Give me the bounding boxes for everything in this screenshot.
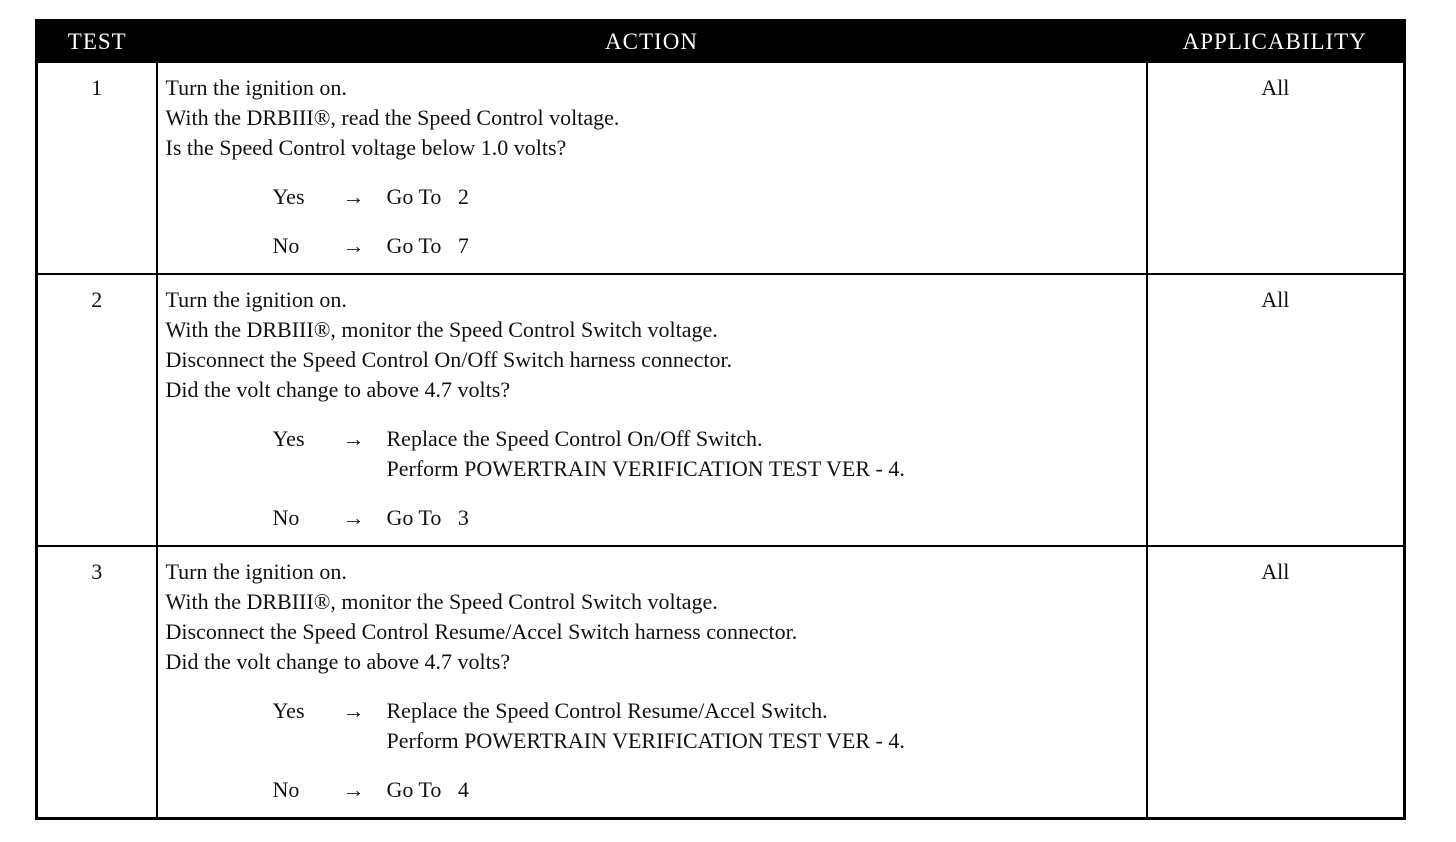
right-arrow-icon: → xyxy=(342,505,365,530)
no-label: No xyxy=(272,505,300,530)
yes-result xyxy=(387,182,1146,212)
result-line: Replace the Speed Control On/Off Switch. xyxy=(386,426,763,451)
action-cell xyxy=(157,546,1147,819)
right-arrow-icon: → xyxy=(342,777,365,802)
action-step: Is the Speed Control voltage below 1.0 volts? xyxy=(165,135,567,160)
action-cell xyxy=(157,62,1147,274)
answer-block xyxy=(166,424,1146,533)
yes-label: Yes xyxy=(272,698,305,723)
result-line: Go To 3 xyxy=(386,505,469,530)
right-arrow-icon: → xyxy=(342,698,365,723)
yes-label: Yes xyxy=(272,426,305,451)
yes-result xyxy=(387,696,1146,756)
no-branch xyxy=(273,775,1146,805)
header-test: TEST xyxy=(37,21,157,63)
no-branch xyxy=(273,503,1146,533)
test-number: 1 xyxy=(37,62,157,274)
result-line: Perform POWERTRAIN VERIFICATION TEST VER - 4. xyxy=(386,728,905,753)
applicability-cell: All xyxy=(1147,62,1405,274)
action-step: With the DRBIII®, monitor the Speed Control Switch voltage. xyxy=(165,589,718,614)
no-result xyxy=(387,503,1146,533)
yes-label: Yes xyxy=(272,184,305,209)
header-action: ACTION xyxy=(157,21,1147,63)
right-arrow-icon: → xyxy=(342,426,365,451)
action-step: Did the volt change to above 4.7 volts? xyxy=(165,377,511,402)
result-line: Replace the Speed Control Resume/Accel Switch. xyxy=(386,698,828,723)
answer-block xyxy=(166,182,1146,261)
table-row xyxy=(37,62,1405,274)
action-step: Disconnect the Speed Control On/Off Switch harness connector. xyxy=(165,347,733,372)
action-step: Turn the ignition on. xyxy=(165,287,347,312)
action-step: With the DRBIII®, monitor the Speed Control Switch voltage. xyxy=(165,317,718,342)
yes-branch xyxy=(273,182,1146,212)
result-line: Go To 4 xyxy=(386,777,469,802)
right-arrow-icon: → xyxy=(342,233,365,258)
table-row xyxy=(37,546,1405,819)
table-body xyxy=(37,62,1405,819)
test-number: 2 xyxy=(37,274,157,546)
no-result xyxy=(387,775,1146,805)
right-arrow-icon: → xyxy=(342,184,365,209)
yes-branch xyxy=(273,696,1146,756)
action-step: Turn the ignition on. xyxy=(165,559,347,584)
table-header xyxy=(37,21,1405,63)
no-result xyxy=(387,231,1146,261)
applicability-cell: All xyxy=(1147,274,1405,546)
diagnostic-test-table xyxy=(35,19,1406,820)
no-label: No xyxy=(272,777,300,802)
yes-result xyxy=(387,424,1146,484)
result-line: Perform POWERTRAIN VERIFICATION TEST VER - 4. xyxy=(386,456,905,481)
action-cell xyxy=(157,274,1147,546)
action-step: Did the volt change to above 4.7 volts? xyxy=(165,649,511,674)
no-label: No xyxy=(272,233,300,258)
answer-block xyxy=(166,696,1146,805)
table-row xyxy=(37,274,1405,546)
result-line: Go To 7 xyxy=(386,233,469,258)
result-line: Go To 2 xyxy=(386,184,469,209)
action-step: Disconnect the Speed Control Resume/Accel Switch harness connector. xyxy=(165,619,798,644)
header-applicability: APPLICABILITY xyxy=(1147,21,1405,63)
yes-branch xyxy=(273,424,1146,484)
action-step: With the DRBIII®, read the Speed Control voltage. xyxy=(165,105,620,130)
no-branch xyxy=(273,231,1146,261)
action-step: Turn the ignition on. xyxy=(165,75,347,100)
test-number: 3 xyxy=(37,546,157,819)
applicability-cell: All xyxy=(1147,546,1405,819)
